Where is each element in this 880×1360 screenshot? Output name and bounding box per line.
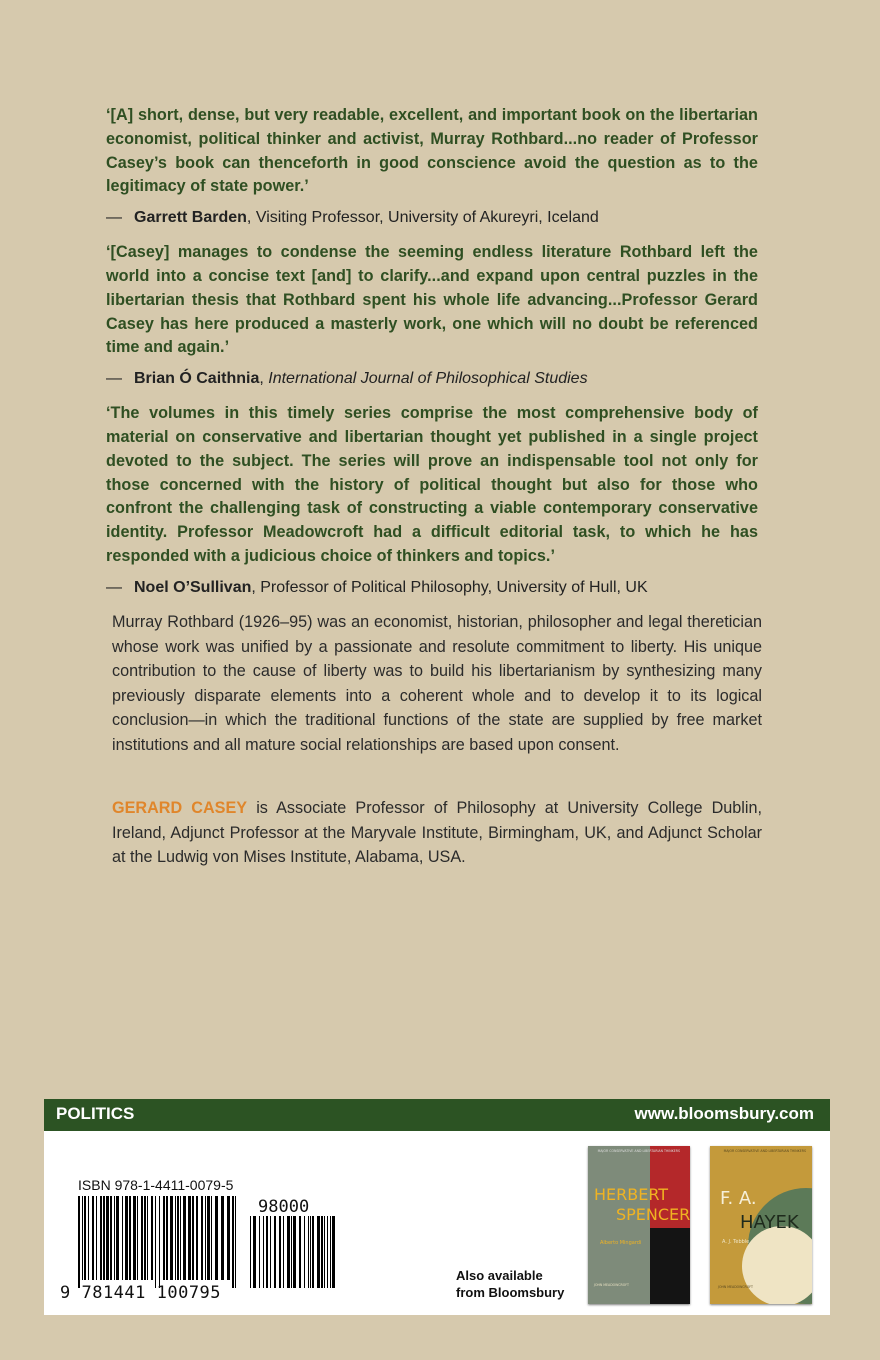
author-name: GERARD CASEY (112, 799, 248, 817)
book-description: Murray Rothbard (1926–95) was an economist, historian, philosopher and legal theretician whose work was unified by a passionate and resolute commitment to liberty. His unique contribution to the cause of liberty was to build his libertarianism by synthesizing many previously disparate elements into a coherent whole and to develop it to its logical conclusion—in which the traditional functions of the state are supplied by free market institutions and all mature social relationships are based upon consent. (112, 613, 762, 754)
barcode-addon-bar (270, 1216, 271, 1288)
cover-series: MAJOR CONSERVATIVE AND LIBERTARIAN THINKERS (723, 1149, 806, 1153)
reviews (106, 104, 758, 611)
barcode-addon-bar (332, 1216, 335, 1288)
barcode-addon-bar (299, 1216, 301, 1288)
also-available (456, 1267, 564, 1301)
cover-title-2: HAYEK (740, 1212, 799, 1233)
barcode-addon-digits: 98000 (258, 1197, 310, 1217)
barcode-addon-bar (291, 1216, 292, 1288)
barcode-bar (188, 1196, 191, 1280)
cover-series: MAJOR CONSERVATIVE AND LIBERTARIAN THINKERS (597, 1149, 680, 1153)
review-attribution-1 (106, 207, 758, 229)
review-attribution-3 (106, 577, 758, 599)
reviewer-affiliation: , Professor of Political Philosophy, University of Hull, UK (251, 578, 648, 596)
barcode-addon-bar (308, 1216, 309, 1288)
review-quote-3: ‘The volumes in this timely series comprise the most comprehensive body of material on conservative and libertarian thought yet published in a single project devoted to the subject. The series will prove an indispensable tool not only for those concerned with the history of political thought but also for those who confront the challenging task of constructing a viable contemporary conservative identity. Professor Meadowcroft had a difficult editorial task, to which he has responded with a judicious choice of thinkers and topics.’ (106, 404, 758, 565)
barcode-bar (177, 1196, 179, 1280)
barcode-bar (147, 1196, 148, 1280)
em-dash: — (106, 370, 122, 388)
reviewer-affiliation: , (259, 370, 269, 388)
barcode-bar (137, 1196, 138, 1280)
barcode-bar (175, 1196, 176, 1280)
barcode-bar (207, 1196, 210, 1280)
barcode-bar (88, 1196, 89, 1280)
barcode-bar (163, 1196, 165, 1280)
barcode-bar (133, 1196, 136, 1280)
barcode-bar (183, 1196, 186, 1280)
barcode-bar (92, 1196, 94, 1280)
barcode-bar (129, 1196, 131, 1280)
barcode-addon-bar (321, 1216, 323, 1288)
reviewer-name: Garrett Barden (134, 209, 247, 227)
barcode-bar (141, 1196, 143, 1280)
barcode-bar (166, 1196, 168, 1280)
barcode-bar (103, 1196, 105, 1280)
category-band (44, 1099, 830, 1131)
barcode-bar (192, 1196, 194, 1280)
barcode-bar (155, 1196, 156, 1288)
reviewer-publication: International Journal of Philosophical Studies (268, 370, 588, 388)
barcode-bar (227, 1196, 230, 1280)
barcode-bar (114, 1196, 115, 1280)
barcode-addon-bar (283, 1216, 284, 1288)
barcode-addon-bar (312, 1216, 314, 1288)
barcode-bar (211, 1196, 212, 1280)
review-quote-2: ‘[Casey] manages to condense the seeming endless literature Rothbard left the world into a concise text [and] to clarify...and expand upon central puzzles in the libertarian thesis that Rothbard spent his whole life advancing...Professor Gerard Casey has here produced a masterly work, one which will no doubt be referenced time and again.’ (106, 243, 758, 357)
review-quote-1: ‘[A] short, dense, but very readable, excellent, and important book on the libertarian economist, political thinker and activist, Murray Rothbard...no reader of Professor Casey’s book can thenceforth in good conscience avoid the question as to the legitimacy of state power.’ (106, 106, 758, 196)
barcode-addon-bar (259, 1216, 260, 1288)
barcode-bar (106, 1196, 109, 1280)
category-label: POLITICS (56, 1104, 135, 1123)
barcode-addon-bar (330, 1216, 331, 1288)
barcode-bar (144, 1196, 146, 1280)
barcode-panel (44, 1131, 830, 1315)
author-bio-text: is Associate Professor of Philosophy at University College Dublin, Ireland, Adjunct Professor at the Maryvale Institute, Birmingham, UK, and Adjunct Scholar at the Ludwig von Mises Institute, Alabama, USA. (112, 799, 762, 866)
barcode-addon-bar (324, 1216, 325, 1288)
cover-fa-hayek[interactable] (710, 1146, 812, 1304)
author-bio (112, 796, 762, 870)
cover-title-1: F. A. (720, 1188, 757, 1209)
barcode-bar (110, 1196, 112, 1280)
cover-author: A. J. Tebble (722, 1239, 750, 1245)
barcode-addon-bar (279, 1216, 281, 1288)
barcode-bar (96, 1196, 97, 1280)
em-dash: — (106, 578, 122, 596)
cover-editor: JOHN MEADOWCROFT (718, 1285, 753, 1289)
also-available-line1: Also available (456, 1268, 543, 1283)
cover-herbert-spencer[interactable] (588, 1146, 690, 1304)
barcode-addon-bar (266, 1216, 268, 1288)
barcode-bar (82, 1196, 83, 1280)
barcode-bar (84, 1196, 86, 1280)
barcode-bar (205, 1196, 206, 1280)
barcode-addon-bar (327, 1216, 328, 1288)
barcode-bar (235, 1196, 236, 1288)
barcode-addon-bar (317, 1216, 320, 1288)
barcode-addon-bar (310, 1216, 311, 1288)
barcode-bar (201, 1196, 203, 1280)
em-dash: — (106, 209, 122, 227)
barcode-addon-bar (304, 1216, 305, 1288)
reviewer-name: Brian Ó Caithnia (134, 370, 260, 388)
barcode-addon-bar (250, 1216, 251, 1288)
barcode-bar (232, 1196, 234, 1288)
cover-title-2: SPENCER (616, 1205, 690, 1224)
barcode-bar (180, 1196, 181, 1280)
cover-editor: JOHN MEADOWCROFT (594, 1283, 629, 1287)
barcode-bar (125, 1196, 128, 1280)
barcode-bar (159, 1196, 160, 1288)
isbn-text: ISBN 978-1-4411-0079-5 (78, 1177, 234, 1193)
also-available-line2: from Bloomsbury (456, 1285, 565, 1300)
cover-title-1: HERBERT (594, 1185, 669, 1204)
barcode-addon-bar (293, 1216, 296, 1288)
barcode-bar (196, 1196, 198, 1280)
barcode-addon-bar (287, 1216, 290, 1288)
barcode-addon-bar (263, 1216, 264, 1288)
reviewer-name: Noel O’Sullivan (134, 578, 252, 596)
barcode-addon-bar (274, 1216, 276, 1288)
review-attribution-2 (106, 368, 758, 390)
barcode-digits: 9 781441 100795 (60, 1283, 222, 1303)
barcode-addon-bar (253, 1216, 256, 1288)
barcode-bar (151, 1196, 153, 1280)
barcode-bar (100, 1196, 102, 1280)
barcode-bar (78, 1196, 80, 1288)
barcode-bar (215, 1196, 218, 1280)
barcode-bar (221, 1196, 224, 1280)
barcode-bar (170, 1196, 173, 1280)
cover-author: Alberto Mingardi (600, 1240, 642, 1246)
reviewer-affiliation: , Visiting Professor, University of Akureyri, Iceland (246, 209, 599, 227)
publisher-website: www.bloomsbury.com (634, 1104, 814, 1123)
barcode-bar (116, 1196, 119, 1280)
barcode-bar (122, 1196, 123, 1280)
